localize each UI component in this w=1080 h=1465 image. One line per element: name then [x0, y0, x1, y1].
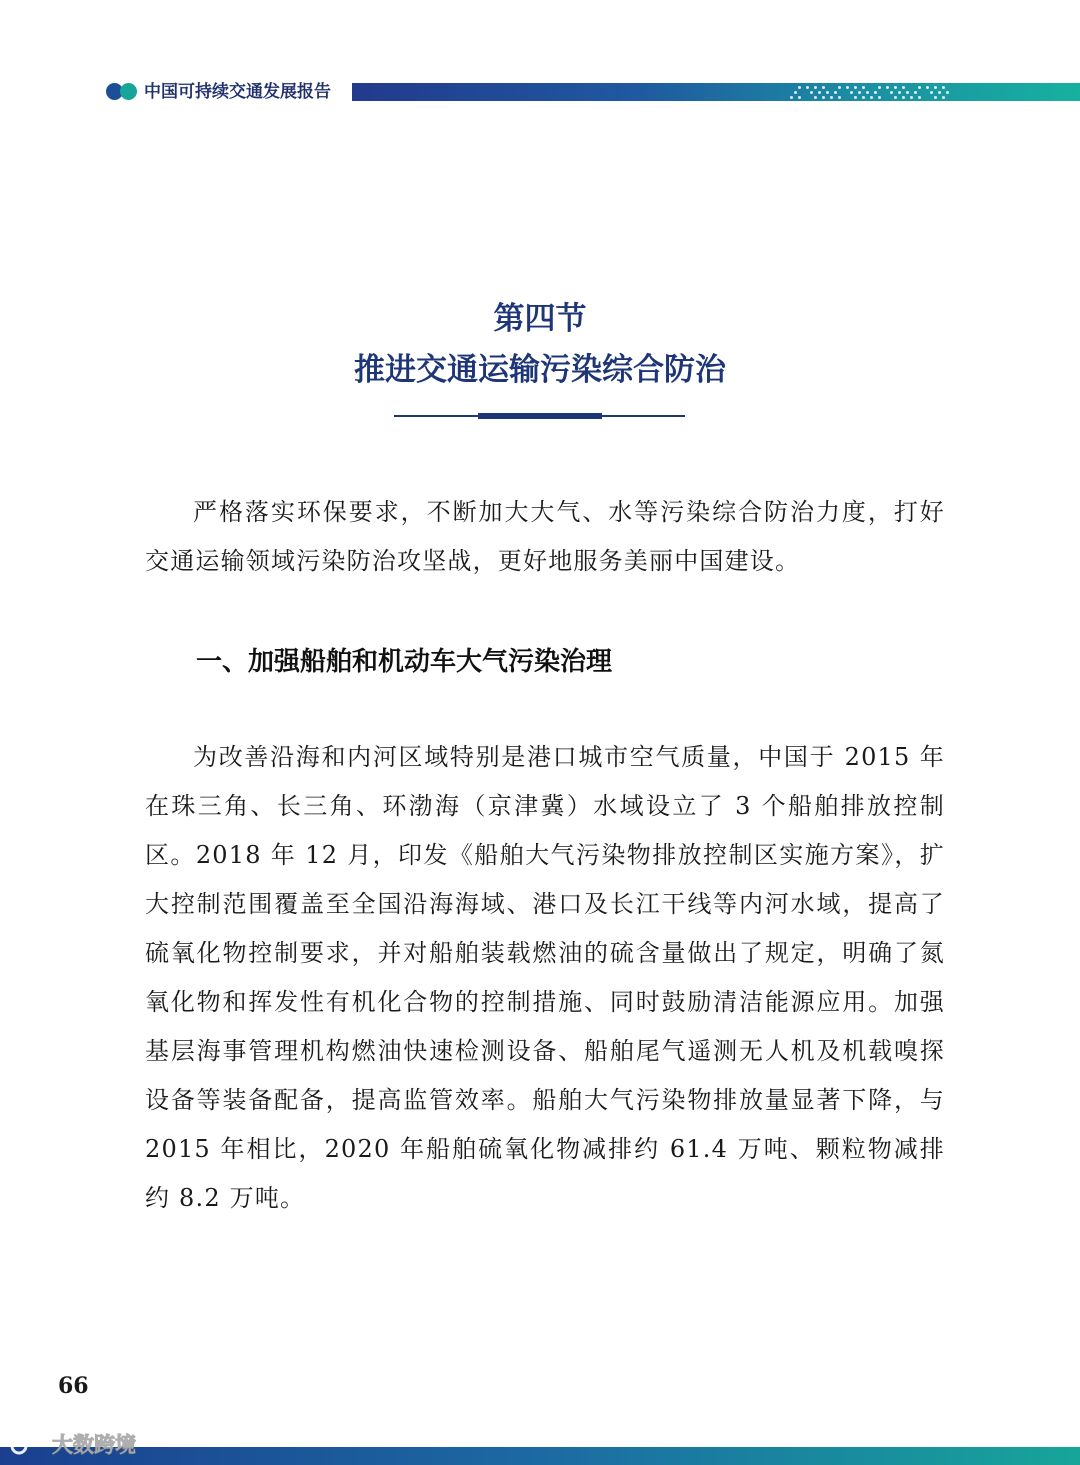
header-dot [814, 96, 817, 99]
header-dot-pattern [790, 83, 960, 101]
header-dot [890, 91, 893, 94]
intro-paragraph: 严格落实环保要求，不断加大大气、水等污染综合防治力度，打好交通运输领域污染防治攻坚战，更好地服务美丽中国建设。 [145, 498, 945, 575]
subsection-heading: 一、加强船舶和机动车大气污染治理 [196, 647, 613, 677]
running-header [0, 80, 1080, 104]
header-dot [878, 86, 881, 89]
header-dot [946, 91, 949, 94]
header-dot [902, 96, 905, 99]
header-gradient-bar [352, 83, 1080, 101]
header-dot [938, 91, 941, 94]
header-dot [790, 96, 793, 99]
body-paragraph: 为改善沿海和内河区域特别是港口城市空气质量，中国于 2015 年在珠三角、长三角、环渤海（京津冀）水域设立了 3 个船舶排放控制区。2018 年 12 月，印发《船舶大气污染物排放控制区实施方案》，扩大控制范围覆盖至全国沿海海域、港口及长江干线等内河水域，提高了硫氧化物控制要求，并对船舶装载燃油的硫含量做出了规定，明确了氮氧化物和挥发性有机化合物的控制措施、同时鼓励清洁能源应用。加强基层海事管理机构燃油快速检测设备、船舶尾气遥测无人机及机载嗅探设备等装备配备，提高监管效率。船舶大气污染物排放量显著下降，与 2015 年相比，2020 年船舶硫氧化物减排约 61.4 万吨、颗粒物减排约 8.2 万吨。 [145, 743, 945, 1212]
header-dot [850, 91, 853, 94]
title-divider-accent [478, 413, 602, 419]
header-dot [866, 91, 869, 94]
header-dot [838, 86, 841, 89]
header-dot [798, 96, 801, 99]
header-dot [926, 86, 929, 89]
header-dot [942, 86, 945, 89]
header-dot [878, 96, 881, 99]
logo-icon [10, 1430, 50, 1458]
header-dot [918, 96, 921, 99]
header-dot [822, 96, 825, 99]
header-dot [894, 96, 897, 99]
header-dot [870, 96, 873, 99]
header-dot [858, 91, 861, 94]
header-dot [934, 86, 937, 89]
header-dot-green-icon [120, 83, 137, 100]
header-dot [854, 86, 857, 89]
header-dot [830, 96, 833, 99]
header-dot [910, 96, 913, 99]
header-dot [846, 86, 849, 89]
page-number: 66 [58, 1373, 89, 1399]
header-dot [874, 91, 877, 94]
header-dot [898, 91, 901, 94]
section-title: 推进交通运输污染综合防治 [354, 352, 726, 388]
header-dot [794, 91, 797, 94]
header-dot [930, 91, 933, 94]
header-dot [934, 96, 937, 99]
report-title: 中国可持续交通发展报告 [144, 82, 331, 102]
header-dot [918, 86, 921, 89]
header-dot [798, 86, 801, 89]
header-dot [854, 96, 857, 99]
header-dot [810, 91, 813, 94]
header-dot [838, 96, 841, 99]
section-number: 第四节 [493, 301, 587, 337]
header-dot [906, 91, 909, 94]
header-dot [894, 86, 897, 89]
header-dot [862, 96, 865, 99]
header-dot [914, 91, 917, 94]
header-dot [826, 91, 829, 94]
header-dot [806, 86, 809, 89]
watermark [10, 1428, 170, 1462]
header-dot [886, 86, 889, 89]
header-dot [862, 86, 865, 89]
watermark-text: 大数跨境 [52, 1433, 136, 1457]
header-dot [834, 91, 837, 94]
header-dot [814, 86, 817, 89]
header-dot [822, 86, 825, 89]
header-dot [902, 86, 905, 89]
header-dot [818, 91, 821, 94]
header-dot [942, 96, 945, 99]
